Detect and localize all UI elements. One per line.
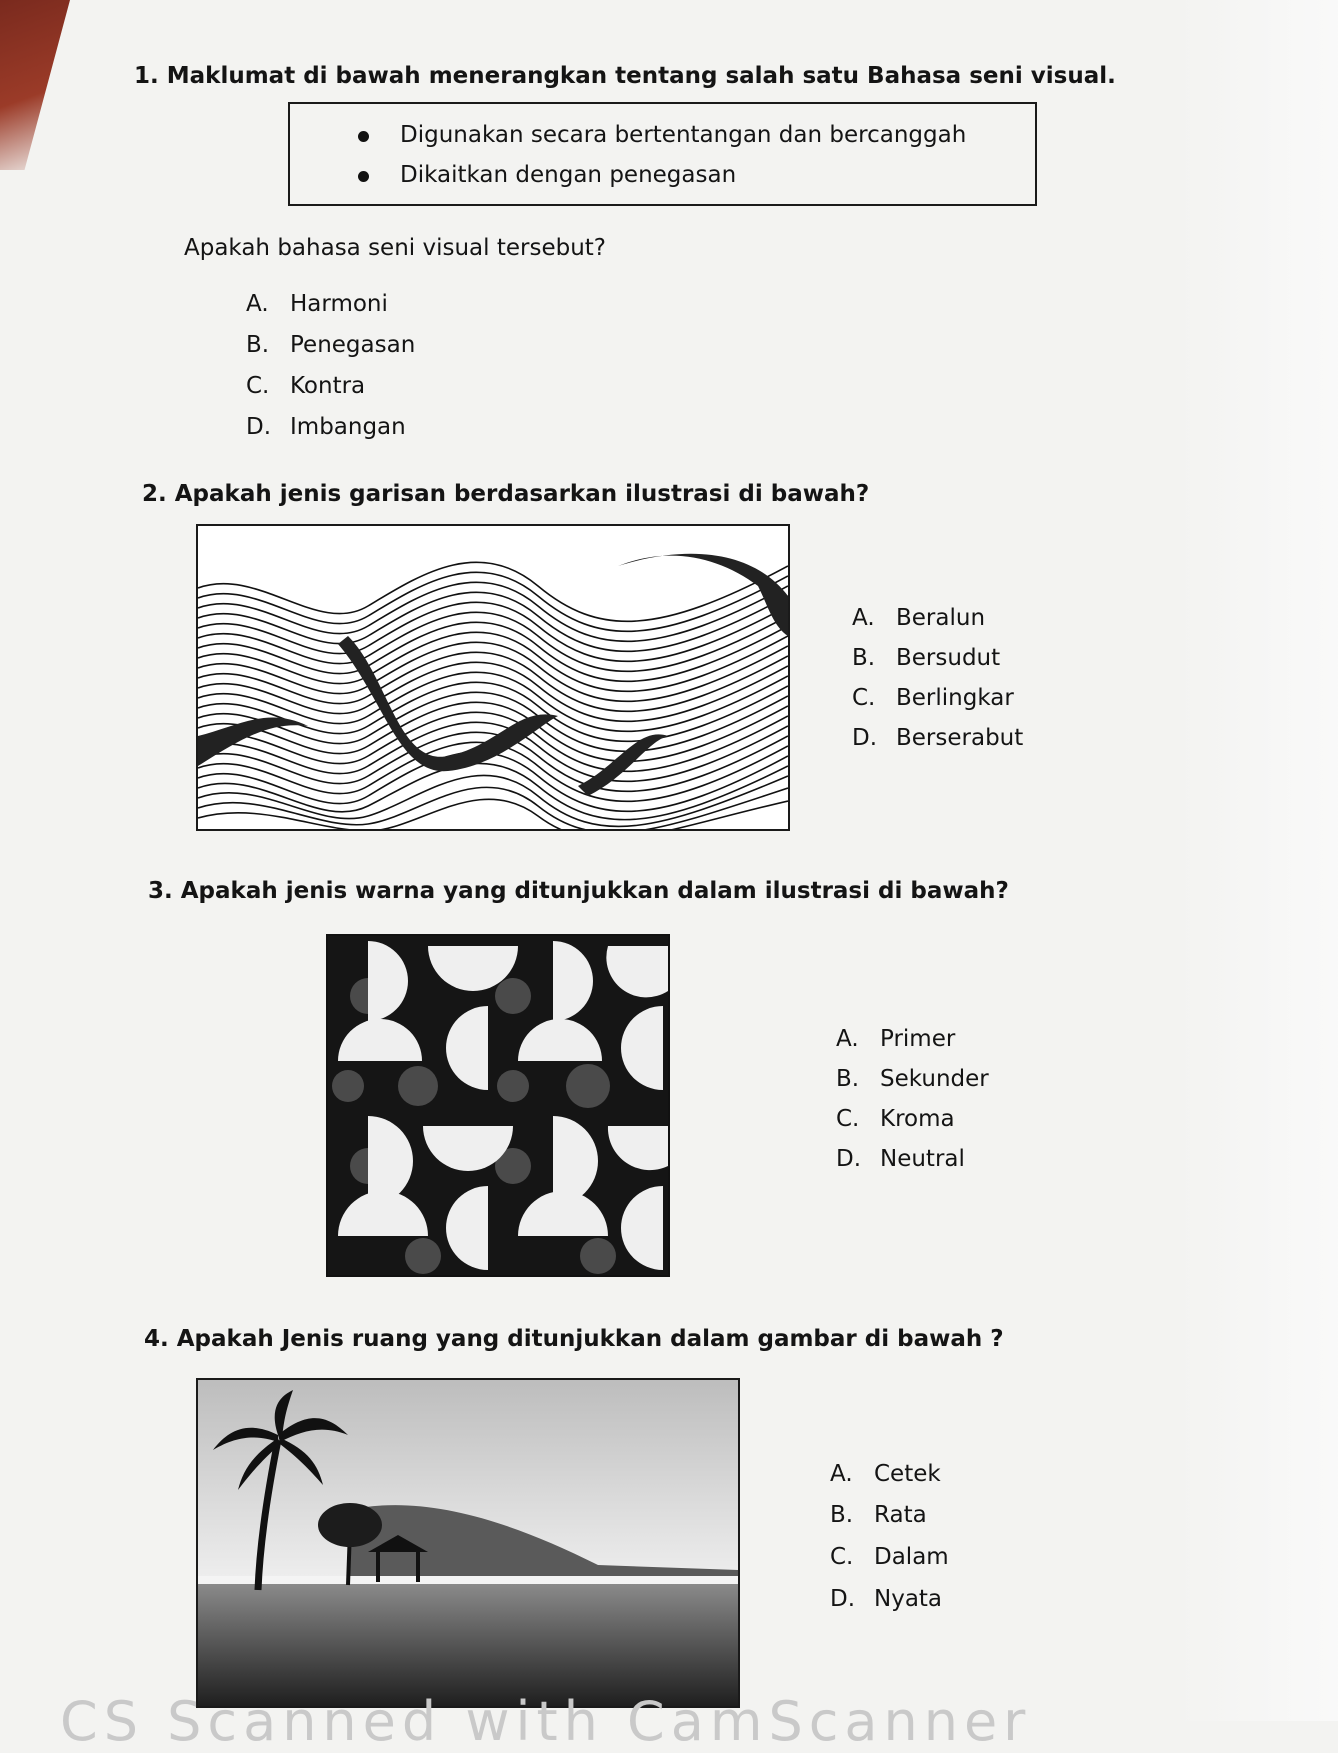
- wavy-lines-illustration: [196, 524, 790, 831]
- half-circle-pattern: [328, 936, 668, 1275]
- info-bullet: [400, 162, 736, 188]
- option-d[interactable]: D. Berserabut: [852, 725, 1024, 751]
- wavy-lines-drawing: [198, 526, 788, 829]
- option-c[interactable]: C. Dalam: [830, 1544, 949, 1570]
- option-b[interactable]: B. Sekunder: [836, 1066, 989, 1092]
- info-bullet-text: Dikaitkan dengan penegasan: [400, 162, 737, 188]
- option-b[interactable]: B. Rata: [830, 1502, 927, 1528]
- question-1-title: 1. Maklumat di bawah menerangkan tentang salah satu Bahasa seni visual.: [134, 63, 1116, 89]
- page-corner-shadow: [0, 0, 70, 170]
- option-a[interactable]: A. Cetek: [830, 1461, 941, 1487]
- question-1-prompt: Apakah bahasa seni visual tersebut?: [184, 235, 607, 261]
- question-3-title: 3. Apakah jenis warna yang ditunjukkan dalam ilustrasi di bawah?: [148, 878, 1009, 904]
- info-bullet-text: Digunakan secara bertentangan dan bercanggah: [400, 122, 967, 148]
- question-2-title: 2. Apakah jenis garisan berdasarkan ilustrasi di bawah?: [142, 481, 870, 507]
- scanner-watermark: CS Scanned with CamScanner: [60, 1690, 1032, 1753]
- color-pattern-illustration: [326, 934, 670, 1277]
- bullet-icon: [358, 131, 369, 142]
- option-c[interactable]: C. Kontra: [246, 373, 366, 399]
- info-box: [288, 102, 1037, 206]
- option-d[interactable]: D. Nyata: [830, 1586, 943, 1612]
- bullet-icon: [358, 171, 369, 182]
- option-d[interactable]: D. Neutral: [836, 1146, 965, 1172]
- info-bullet: [400, 122, 966, 148]
- option-a[interactable]: A. Harmoni: [246, 291, 388, 317]
- option-d[interactable]: D. Imbangan: [246, 414, 406, 440]
- option-c[interactable]: C. Kroma: [836, 1106, 955, 1132]
- option-a[interactable]: A. Primer: [836, 1026, 956, 1052]
- page-edge-shade: [1178, 0, 1338, 1721]
- option-b[interactable]: B. Bersudut: [852, 645, 1001, 671]
- landscape-photo: [196, 1378, 740, 1708]
- option-b[interactable]: B. Penegasan: [246, 332, 416, 358]
- landscape-drawing: [198, 1380, 738, 1706]
- option-c[interactable]: C. Berlingkar: [852, 685, 1014, 711]
- option-a[interactable]: A. Beralun: [852, 605, 986, 631]
- question-4-title: 4. Apakah Jenis ruang yang ditunjukkan dalam gambar di bawah ?: [144, 1326, 1004, 1352]
